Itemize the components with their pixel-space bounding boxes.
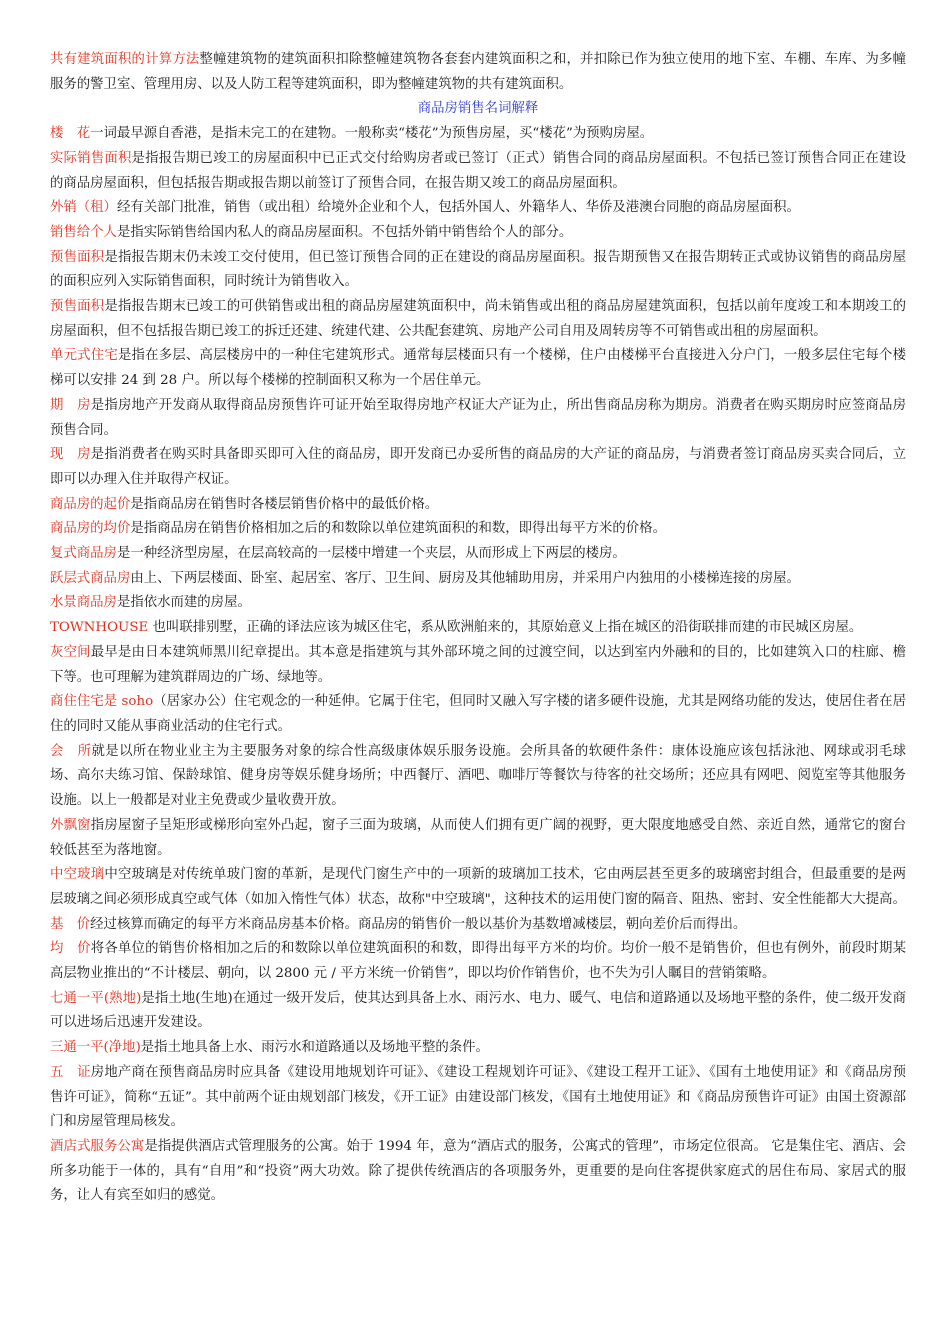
glossary-definition: 是指土地具备上水、雨污水和道路通以及场地平整的条件。 <box>140 1040 489 1056</box>
glossary-entry <box>50 1135 906 1209</box>
glossary-definition: 是指提供酒店式管理服务的公寓。始于 1994 年，意为“酒店式的服务，公寓式的管理”，市场定位很高。 它是集住宅、酒店、会所多功能于一体的，具有“自用”和“投资”两大功效。除了提供传统酒店的各项服务外，更重要的是向住客提供家庭式的居住布局、家居式的服务，让人有宾至如归的感觉。 <box>50 1138 906 1204</box>
glossary-definition: 经有关部门批准，销售（或出租）给境外企业和个人，包括外国人、外籍华人、华侨及港澳台同胞的商品房屋面积。 <box>116 200 800 216</box>
glossary-term: 预售面积 <box>50 299 105 315</box>
section-title: 商品房销售名词解释 <box>417 101 539 117</box>
glossary-definition: （居家办公）住宅观念的一种延伸。它属于住宅，但同时又融入写字楼的诸多硬件设施，尤其是网络功能的发达，使居住者在居住的同时又能从事商业活动的住宅行式。 <box>50 694 906 734</box>
glossary-definition: 是指消费者在购买时具备即买即可入住的商品房，即开发商已办妥所售的商品房的大产证的商品房，与消费者签订商品房买卖合同后，立即可以办理入住并取得产权证。 <box>50 447 907 487</box>
glossary-term: 商品房的起价 <box>50 496 131 512</box>
glossary-entry <box>50 740 906 814</box>
glossary-entry <box>50 814 906 863</box>
glossary-term: 三通一平(净地) <box>50 1040 141 1056</box>
glossary-term: 预售面积 <box>50 249 105 265</box>
glossary-term: 单元式住宅 <box>50 348 118 364</box>
glossary-term: 销售给个人 <box>50 224 117 240</box>
glossary-term: 共有建筑面积的计算方法 <box>50 52 200 67</box>
glossary-entry <box>50 394 906 443</box>
glossary-definition: 是指依水而建的房屋。 <box>116 595 251 611</box>
glossary-term: 均 价 <box>50 941 91 957</box>
glossary-definition: 是指商品房在销售时各楼层销售价格中的最低价格。 <box>130 496 439 512</box>
glossary-entry <box>50 122 906 147</box>
glossary-entry <box>50 1036 906 1061</box>
glossary-term: 水景商品房 <box>50 595 117 611</box>
glossary-term: 灰空间 <box>50 644 91 660</box>
glossary-term: 基 价 <box>50 916 91 932</box>
glossary-definition: 是指土地(生地)在通过一级开发后，使其达到具备上水、雨污水、电力、暖气、电信和道路通以及场地平整的条件，使二级开发商可以进场后迅速开发建设。 <box>50 990 906 1031</box>
glossary-term: 跃层式商品房 <box>50 570 131 586</box>
glossary-entry <box>50 542 906 567</box>
glossary-entry <box>50 616 906 641</box>
glossary-term: 外销（租） <box>50 200 117 216</box>
glossary-definition: 是指房地产开发商从取得商品房预售许可证开始至取得房地产权证大产证为止，所出售商品房称为期房。消费者在购买期房时应签商品房预售合同。 <box>50 397 907 438</box>
glossary-term: 七通一平(熟地) <box>50 990 142 1006</box>
glossary-definition: 经过核算而确定的每平方米商品房基本价格。商品房的销售价一般以基价为基数增减楼层，朝向差价后而得出。 <box>90 916 747 932</box>
glossary-entry <box>50 147 906 196</box>
glossary-entry <box>50 295 906 344</box>
glossary-entry <box>50 913 906 938</box>
glossary-entry <box>50 987 906 1036</box>
glossary-definition: 是指报告期末仍未竣工交付使用，但已签订预售合同的正在建设的商品房屋面积。报告期预售又在报告期转正式或协议销售的商品房屋的面积应列入实际销售面积，同时统计为销售收入。 <box>50 249 907 290</box>
glossary-entry <box>50 221 906 246</box>
glossary-definition: 是指实际销售给国内私人的商品房屋面积。不包括外销中销售给个人的部分。 <box>116 224 573 240</box>
glossary-term: 楼 花 <box>50 126 91 142</box>
glossary-definition: 是指报告期末已竣工的可供销售或出租的商品房屋建筑面积中，尚未销售或出租的商品房屋建筑面积，包括以前年度竣工和本期竣工的房屋面积，但不包括报告期已竣工的拆迁还建、统建代建、公共配套建筑、房地产公司自用及周转房等不可销售或出租的房屋面积。 <box>50 299 907 339</box>
glossary-definition: 整幢建筑物的建筑面积扣除整幢建筑物各套套内建筑面积之和，并扣除已作为独立使用的地下室、车棚、车库、为多幢服务的警卫室、管理用房、以及人防工程等建筑面积，即为整幢建筑物的共有建筑面积。 <box>50 52 907 92</box>
glossary-entry <box>50 690 906 739</box>
glossary-term: 商住住宅是 soho <box>50 694 154 710</box>
glossary-definition: 一词最早源自香港，是指未完工的在建物。一般称卖“楼花”为预售房屋，买“楼花”为预购房屋。 <box>90 126 654 142</box>
glossary-term: 中空玻璃 <box>50 867 105 883</box>
glossary-entry <box>50 863 906 912</box>
glossary-term: 会 所 <box>50 743 92 759</box>
glossary-entry <box>50 567 906 592</box>
glossary-term: 现 房 <box>50 447 91 463</box>
glossary-entry <box>50 937 906 986</box>
glossary-entry <box>50 246 906 295</box>
glossary-term: TOWNHOUSE <box>50 620 149 636</box>
glossary-definition: 中空玻璃是对传统单玻门窗的革新，是现代门窗生产中的一项新的玻璃加工技术，它由两层甚至更多的玻璃密封组合，但最重要的是两层玻璃之间必须形成真空或气体（如加入惰性气体）状态，故称"中空玻璃"，这种技术的运用使门窗的隔音、阻热、密封、安全性能都大大提高。 <box>50 867 907 907</box>
glossary-entry <box>50 196 906 221</box>
glossary-entry <box>50 493 906 518</box>
glossary-term: 商品房的均价 <box>50 521 131 537</box>
glossary-entry <box>50 1061 906 1135</box>
glossary-definition: 也叫联排别墅，正确的译法应该为城区住宅，系从欧洲舶来的，其原始意义上指在城区的沿街联排而建的市民城区房屋。 <box>148 620 863 636</box>
glossary-definition: 指房屋窗子呈矩形或梯形向室外凸起，窗子三面为玻璃，从而使人们拥有更广阔的视野，更大限度地感受自然、亲近自然，通常它的窗台较低甚至为落地窗。 <box>50 817 907 858</box>
glossary-entry <box>50 517 906 542</box>
glossary-term: 外飘窗 <box>50 817 91 833</box>
glossary-entry <box>50 48 906 97</box>
glossary-term: 期 房 <box>50 397 91 413</box>
glossary-definition: 由上、下两层楼面、卧室、起居室、客厅、卫生间、厨房及其他辅助用房，并采用户内独用的小楼梯连接的房屋。 <box>130 570 800 586</box>
glossary-entry <box>50 591 906 616</box>
glossary-term: 五 证 <box>50 1064 91 1080</box>
glossary-definition: 是指报告期已竣工的房屋面积中已正式交付给购房者或已签订（正式）销售合同的商品房屋面积。不包括已签订预售合同正在建设的商品房屋面积，但包括报告期或报告期以前签订了预售合同，在报告期又竣工的商品房屋面积。 <box>50 150 906 191</box>
glossary-entry <box>50 641 906 690</box>
glossary-definition: 将各单位的销售价格相加之后的和数除以单位建筑面积的和数，即得出每平方米的均价。均价一般不是销售价，但也有例外，前段时期某高层物业推出的“不计楼层、朝向，以 2800 元 / 平方米统一价销售”，即以均价作销售价，也不失为引人瞩目的营销策略。 <box>50 941 907 982</box>
glossary-definition: 是指商品房在销售价格相加之后的和数除以单位建筑面积的和数，即得出每平方米的价格。 <box>130 521 666 537</box>
glossary-definition: 是一种经济型房屋，在层高较高的一层楼中增建一个夹层，从而形成上下两层的楼房。 <box>116 546 626 562</box>
glossary-definition: 是指在多层、高层楼房中的一种住宅建筑形式。通常每层楼面只有一个楼梯，住户由楼梯平台直接进入分户门，一般多层住宅每个楼梯可以安排 24 到 28 户。所以每个楼梯的控制面积又称为一个居住单元。 <box>50 348 906 389</box>
glossary-entry <box>50 344 906 393</box>
glossary-term: 实际销售面积 <box>50 150 132 166</box>
glossary-term: 复式商品房 <box>50 546 117 562</box>
glossary-definition: 最早是由日本建筑师黑川纪章提出。其本意是指建筑与其外部环境之间的过渡空间，以达到室内外融和的目的，比如建筑入口的柱廊、檐下等。也可理解为建筑群周边的广场、绿地等。 <box>50 644 907 685</box>
glossary-term: 酒店式服务公寓 <box>50 1138 145 1154</box>
glossary-definition: 就是以所在物业业主为主要服务对象的综合性高级康体娱乐服务设施。会所具备的软硬件条件：康体设施应该包括泳池、网球或羽毛球场、高尔夫练习馆、保龄球馆、健身房等娱乐健身场所；中西餐厅、酒吧、咖啡厅等餐饮与待客的社交场所；还应具有网吧、阅览室等其他服务设施。以上一般都是对业主免费或少量收费开放。 <box>50 743 907 809</box>
glossary-definition: 房地产商在预售商品房时应具备《建设用地规划许可证》、《建设工程规划许可证》、《建设工程开工证》、《国有土地使用证》和《商品房预售许可证》，简称“五证”。其中前两个证由规划部门核发，《开工证》由建设部门核发，《国有土地使用证》和《商品房预售许可证》由国土资源部门和房屋管理局核发。 <box>50 1064 907 1130</box>
glossary-entry <box>50 443 906 492</box>
